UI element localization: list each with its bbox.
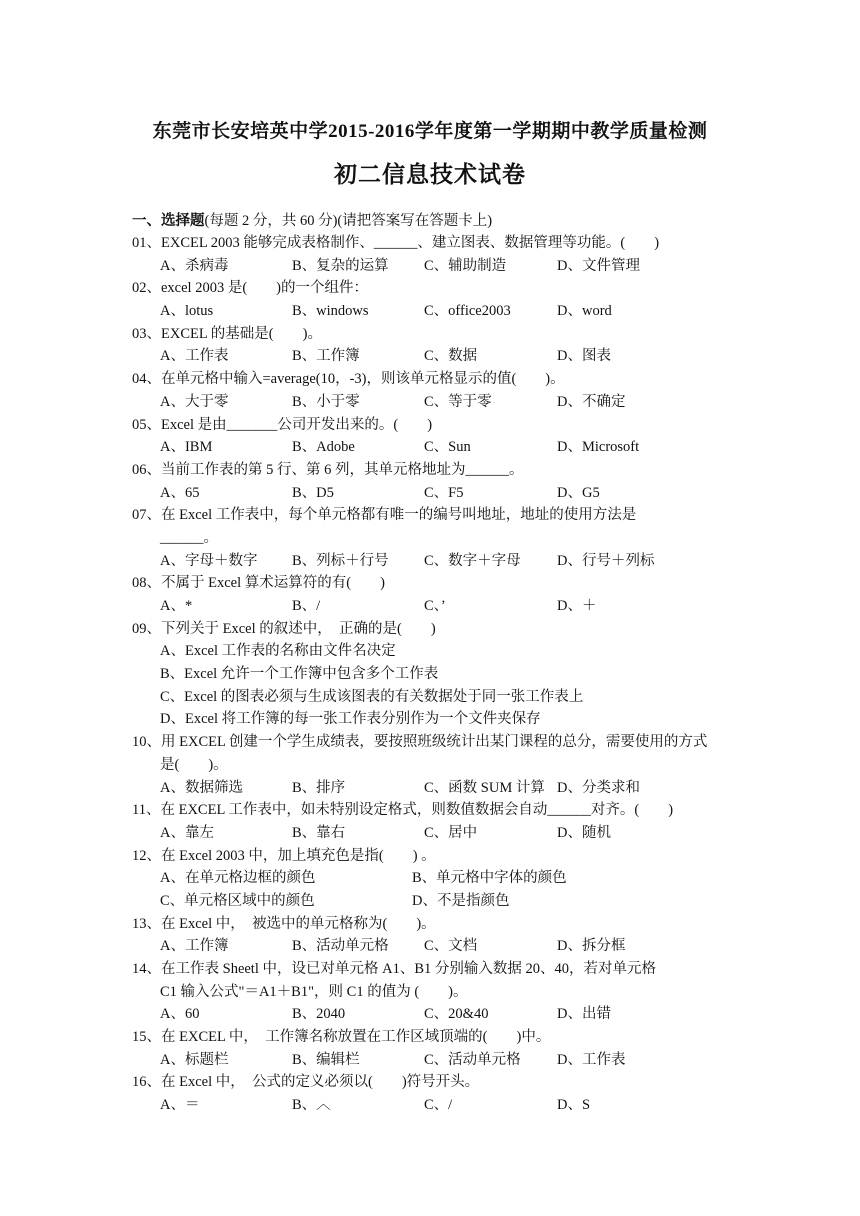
answer-option: D、Microsoft [557,439,640,456]
question-stem: 12、在 Excel 2003 中，加上填充色是指( ) 。 [132,847,436,864]
answer-option: B、2040 [292,1006,346,1023]
section-heading [132,209,492,230]
answer-option: A、lotus [160,303,214,320]
option-row [132,1094,742,1117]
answer-option: C、文档 [424,938,478,955]
answer-option: B、排序 [292,779,346,796]
option-row [132,391,742,414]
option-row [132,777,742,800]
question-item [132,232,742,277]
question-stem: 01、EXCEL 2003 能够完成表格制作、______、建立图表、数据管理等功能。( ) [132,235,660,251]
option-row [132,1049,742,1072]
question-list [132,232,742,1117]
answer-option: C、数字＋字母 [424,552,521,569]
answer-option: B、单元格中字体的颜色 [412,870,567,887]
answer-option: D、随机 [557,824,611,841]
question-stem: 14、在工作表 Sheetl 中，设已对单元格 A1、B1 分别输入数据 20、40，若对单元格 [132,961,657,977]
answer-option: C、辅助制造 [424,257,507,274]
answer-option: D、出错 [557,1006,611,1023]
answer-option: B、/ [292,598,321,614]
option-row [132,935,742,958]
answer-option: C、office2003 [424,303,511,320]
answer-option: B、复杂的运算 [292,257,389,274]
option-row [132,482,742,505]
answer-option: A、工作簿 [160,938,229,955]
answer-option: C、F5 [424,484,464,501]
question-item [132,459,742,504]
question-item [132,368,742,413]
option-row [132,822,742,845]
answer-option: C、活动单元格 [424,1051,521,1068]
answer-option: A、标题栏 [160,1051,229,1068]
answer-option: A、IBM [160,439,213,456]
answer-option: A、＝ [160,1097,200,1114]
answer-option: D、word [557,303,612,320]
answer-option: D、不是指颜色 [412,892,510,909]
question-stem: 是( )。 [160,756,228,773]
question-stem: 02、excel 2003 是( )的一个组件： [132,280,368,297]
question-item [132,323,742,368]
question-stem: C1 输入公式"＝A1＋B1"，则 C1 的值为 ( )。 [160,983,468,1000]
answer-option: C、居中 [424,824,478,841]
answer-option: A、工作表 [160,348,229,365]
answer-option: A、Excel 工作表的名称由文件名决定 [160,643,396,660]
answer-option: A、杀病毒 [160,257,229,274]
answer-option: C、Excel 的图表必须与生成该图表的有关数据处于同一张工作表上 [160,688,584,705]
question-stem: 09、下列关于 Excel 的叙述中， 正确的是( ) [132,620,436,637]
answer-option: C、’ [424,598,446,614]
question-stem: 07、在 Excel 工作表中，每个单元格都有唯一的编号叫地址，地址的使用方法是 [132,507,637,524]
question-stem: 06、当前工作表的第 5 行、第 6 列，其单元格地址为______。 [132,461,524,478]
answer-option: B、D5 [292,484,334,501]
answer-option: B、windows [292,303,369,320]
answer-option: A、在单元格边框的颜色 [160,870,316,887]
question-item [132,414,742,459]
question-stem: 16、在 Excel 中， 公式的定义必须以( )符号开头。 [132,1074,480,1091]
question-stem: 05、Excel 是由_______公司开发出来的。( ) [132,416,433,433]
question-item [132,958,742,1026]
answer-option: B、工作簿 [292,348,360,365]
answer-option: B、Adobe [292,439,355,456]
question-item [132,799,742,844]
question-stem: 10、用 EXCEL 创建一个学生成绩表，要按照班级统计出某门课程的总分，需要使用的方式 [132,734,708,751]
question-item [132,845,742,913]
question-stem: 15、在 EXCEL 中， 工作簿名称放置在工作区域顶端的( )中。 [132,1029,551,1046]
answer-option: A、* [160,598,193,614]
answer-option: D、工作表 [557,1051,626,1068]
answer-option: B、小于零 [292,393,360,410]
question-stem: 03、EXCEL 的基础是( )。 [132,325,322,342]
section-number: 一、 [132,213,161,229]
answer-option: A、60 [160,1006,200,1023]
answer-option: D、拆分框 [557,938,626,955]
section-name: 选择题 [161,213,205,229]
answer-option: B、活动单元格 [292,938,389,955]
question-item [132,913,742,958]
answer-option: A、65 [160,484,200,501]
answer-option: C、函数 SUM 计算 [424,779,545,796]
option-row [132,890,742,913]
answer-option: D、行号＋列标 [557,552,655,569]
answer-option: C、/ [424,1097,453,1114]
answer-option: D、G5 [557,484,600,501]
answer-option: B、编辑栏 [292,1051,360,1068]
answer-option: D、不确定 [557,393,626,410]
answer-option: A、靠左 [160,824,214,841]
option-row [132,867,742,890]
exam-subject-title: 初二信息技术试卷 [334,162,526,187]
answer-option: B、靠右 [292,824,346,841]
answer-option: B、Excel 允许一个工作簿中包含多个工作表 [160,666,439,683]
answer-option: D、＋ [557,598,597,614]
question-stem: 04、在单元格中输入=average(10，-3)，则该单元格显示的值( )。 [132,371,565,388]
question-stem: ______。 [160,529,218,546]
answer-option: D、S [557,1097,591,1114]
question-item [132,504,742,572]
question-item [132,618,742,731]
option-row [132,255,742,278]
answer-option: A、数据筛选 [160,779,243,796]
answer-option: A、大于零 [160,393,229,410]
answer-option: C、单元格区域中的颜色 [160,892,315,909]
option-row [132,300,742,323]
option-row [132,1003,742,1026]
option-row [132,550,742,573]
question-item [132,1026,742,1071]
answer-option: C、Sun [424,439,471,456]
answer-option: D、图表 [557,348,611,365]
question-item [132,277,742,322]
answer-option: A、字母＋数字 [160,552,258,569]
exam-school-title: 东莞市长安培英中学2015-2016学年度第一学期期中教学质量检测 [152,121,708,142]
answer-option: B、︿ [292,1097,331,1114]
answer-option: D、分类求和 [557,779,640,796]
answer-option: D、Excel 将工作簿的每一张工作表分别作为一个文件夹保存 [160,711,541,728]
answer-option: C、数据 [424,348,478,365]
option-row [132,436,742,459]
answer-option: C、等于零 [424,393,492,410]
option-row [132,345,742,368]
question-item [132,731,742,799]
question-item [132,1071,742,1116]
section-note: (每题 2 分，共 60 分)(请把答案写在答题卡上) [204,213,493,229]
question-stem: 08、不属于 Excel 算术运算符的有( ) [132,575,385,592]
answer-option: D、文件管理 [557,257,640,274]
answer-option: C、20&40 [424,1006,489,1023]
question-stem: 11、在 EXCEL 工作表中，如未特别设定格式，则数值数据会自动______对齐。( ) [132,802,674,819]
question-stem: 13、在 Excel 中， 被选中的单元格称为( )。 [132,915,436,932]
question-item [132,572,742,617]
answer-option: B、列标＋行号 [292,552,389,569]
option-row [132,595,742,618]
